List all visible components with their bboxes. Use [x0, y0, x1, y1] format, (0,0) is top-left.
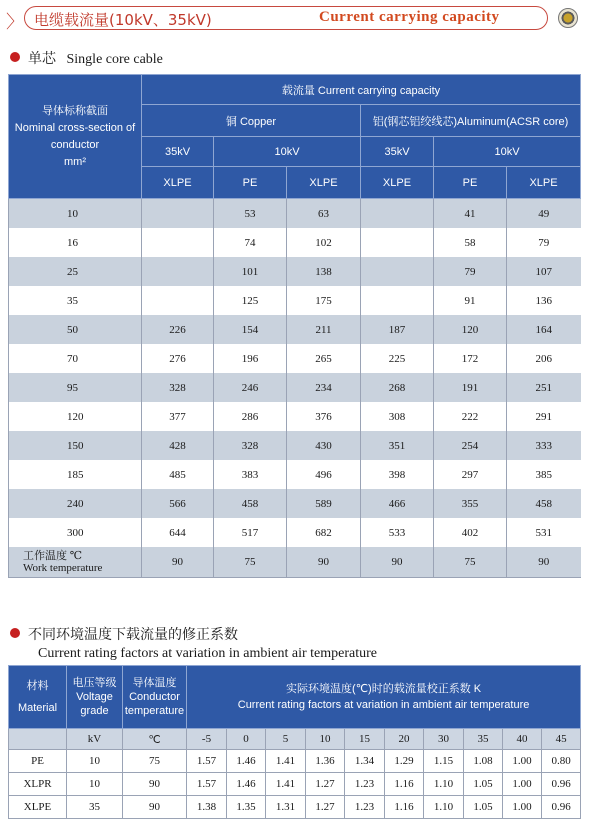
- table-cell: 333: [507, 431, 581, 460]
- rating-factor-header-cn: 实际环境温度(℃)时的载流量校正系数 K: [286, 683, 482, 695]
- table-cell: [361, 286, 434, 315]
- table-row: [9, 402, 581, 431]
- material-header: [9, 666, 67, 729]
- table-cell: 35: [67, 796, 123, 819]
- temperature-header: 45: [542, 729, 581, 750]
- table-cell: 1.29: [385, 750, 424, 773]
- table-cell: 430: [287, 431, 361, 460]
- table-cell: 268: [361, 373, 434, 402]
- temperature-header: -5: [187, 729, 227, 750]
- table-cell: 53: [214, 199, 287, 229]
- current-capacity-table: [8, 74, 581, 578]
- table-cell: 70: [9, 344, 142, 373]
- table-cell: 234: [287, 373, 361, 402]
- table-cell: 1.27: [306, 773, 345, 796]
- table-cell: 402: [434, 518, 507, 547]
- table-cell: 107: [507, 257, 581, 286]
- table-cell: 49: [507, 199, 581, 229]
- table-cell: 328: [142, 373, 214, 402]
- conductor-temp-header-en: Conductor temperature: [124, 691, 185, 717]
- table-cell: 1.35: [227, 796, 266, 819]
- temperature-header: 5: [266, 729, 306, 750]
- table-cell: 10: [67, 773, 123, 796]
- table-cell: 222: [434, 402, 507, 431]
- rating-factors-table: [8, 665, 581, 819]
- cross-section-header: [9, 75, 142, 199]
- table-cell: 172: [434, 344, 507, 373]
- table-cell: 377: [142, 402, 214, 431]
- table-cell: 120: [9, 402, 142, 431]
- table-cell: 0.80: [542, 750, 581, 773]
- table-cell: 1.31: [266, 796, 306, 819]
- section-rating-factors-title: [10, 627, 377, 663]
- section2-title-cn: 不同环境温度下载流量的修正系数: [28, 628, 238, 643]
- table-cell: 458: [214, 489, 287, 518]
- table-cell: 1.10: [424, 796, 464, 819]
- table-cell: 1.46: [227, 750, 266, 773]
- table-cell: 206: [507, 344, 581, 373]
- table-row: [9, 460, 581, 489]
- table-cell: 531: [507, 518, 581, 547]
- unit-kv: kV: [67, 729, 123, 750]
- temperature-header: 20: [385, 729, 424, 750]
- table-cell: 265: [287, 344, 361, 373]
- table-cell: 351: [361, 431, 434, 460]
- table-cell: [142, 228, 214, 257]
- table-cell: 383: [214, 460, 287, 489]
- table-cell: 225: [361, 344, 434, 373]
- copper-header: 铜 Copper: [142, 105, 361, 137]
- header-title-en: Current carrying capacity: [319, 9, 500, 25]
- unit-celsius: ℃: [123, 729, 187, 750]
- table-cell: 74: [214, 228, 287, 257]
- table-cell: 589: [287, 489, 361, 518]
- table-cell: 90: [361, 547, 434, 578]
- table-cell: 101: [214, 257, 287, 286]
- table-cell: 1.41: [266, 750, 306, 773]
- table-cell: 1.15: [424, 750, 464, 773]
- table-cell: 300: [9, 518, 142, 547]
- table-cell: 428: [142, 431, 214, 460]
- table-cell: 90: [142, 547, 214, 578]
- insulation-header: XLPE: [142, 167, 214, 199]
- table-row: [9, 796, 581, 819]
- table-row: [9, 750, 581, 773]
- table-cell: 75: [434, 547, 507, 578]
- table-cell: 1.23: [345, 773, 385, 796]
- table-cell: 0.96: [542, 773, 581, 796]
- section1-title-en: Single core cable: [66, 52, 163, 67]
- table-cell: 682: [287, 518, 361, 547]
- table-cell: [361, 199, 434, 229]
- table-cell: 41: [434, 199, 507, 229]
- aluminum-header: 铝(钢芯铝绞线芯)Aluminum(ACSR core): [361, 105, 581, 137]
- work-temperature-label-cn: 工作温度 ℃: [23, 550, 83, 562]
- bullet-icon: [10, 52, 20, 62]
- table-cell: 10: [67, 750, 123, 773]
- table-cell: 1.00: [503, 773, 542, 796]
- table-cell: 485: [142, 460, 214, 489]
- temperature-header: 0: [227, 729, 266, 750]
- table-cell: 291: [507, 402, 581, 431]
- table-cell: 458: [507, 489, 581, 518]
- chevron-right-icon: 〉: [6, 12, 24, 33]
- table-cell: 566: [142, 489, 214, 518]
- table-cell: 211: [287, 315, 361, 344]
- voltage-header: 10kV: [434, 137, 581, 167]
- table-cell: 1.57: [187, 750, 227, 773]
- table-cell: 355: [434, 489, 507, 518]
- table-cell: 466: [361, 489, 434, 518]
- table-cell: 644: [142, 518, 214, 547]
- bullet-icon: [10, 628, 20, 638]
- table-cell: 254: [434, 431, 507, 460]
- table-cell: 398: [361, 460, 434, 489]
- table-cell: [9, 729, 67, 750]
- table-cell: 1.10: [424, 773, 464, 796]
- voltage-header: 35kV: [361, 137, 434, 167]
- table-cell: 150: [9, 431, 142, 460]
- table-row: [9, 344, 581, 373]
- header-title-cn: 电缆载流量(10kV、35kV): [34, 11, 212, 29]
- table-cell: 0.96: [542, 796, 581, 819]
- conductor-temp-header-cn: 导体温度: [132, 677, 177, 689]
- table-cell: 90: [123, 796, 187, 819]
- table-cell: XLPE: [9, 796, 67, 819]
- table-cell: 138: [287, 257, 361, 286]
- table-cell: 1.27: [306, 796, 345, 819]
- section2-title-en: Current rating factors at variation in ambient air temperature: [38, 646, 377, 661]
- table-row: [9, 773, 581, 796]
- table-row: [9, 373, 581, 402]
- cross-section-header-cn: 导体标称截面: [42, 104, 108, 117]
- insulation-header: XLPE: [361, 167, 434, 199]
- table-cell: 25: [9, 257, 142, 286]
- table-cell: 240: [9, 489, 142, 518]
- table-cell: 136: [507, 286, 581, 315]
- table-row: [9, 199, 581, 229]
- table-cell: 16: [9, 228, 142, 257]
- table-cell: 1.41: [266, 773, 306, 796]
- table-cell: 1.16: [385, 773, 424, 796]
- cross-section-unit: mm²: [64, 155, 86, 168]
- table-cell: [142, 286, 214, 315]
- voltage-grade-header-cn: 电压等级: [72, 677, 117, 689]
- table-cell: PE: [9, 750, 67, 773]
- section-single-core-title: [10, 48, 163, 68]
- table-cell: 185: [9, 460, 142, 489]
- table-cell: 517: [214, 518, 287, 547]
- table-row: [9, 257, 581, 286]
- table-cell: 175: [287, 286, 361, 315]
- table-cell: 79: [434, 257, 507, 286]
- table-cell: 1.36: [306, 750, 345, 773]
- section1-title-cn: 单芯: [28, 52, 56, 67]
- table-cell: 120: [434, 315, 507, 344]
- table-cell: 1.38: [187, 796, 227, 819]
- table-cell: 75: [123, 750, 187, 773]
- table-cell: 533: [361, 518, 434, 547]
- voltage-header: 10kV: [214, 137, 361, 167]
- temperature-header: 15: [345, 729, 385, 750]
- table-cell: [361, 257, 434, 286]
- table-cell: 90: [123, 773, 187, 796]
- table-cell: XLPR: [9, 773, 67, 796]
- company-logo-icon: [558, 8, 578, 28]
- page-header: [0, 4, 590, 32]
- table-cell: 1.46: [227, 773, 266, 796]
- table-cell: 226: [142, 315, 214, 344]
- table-cell: 276: [142, 344, 214, 373]
- table-row: [9, 518, 581, 547]
- table-cell: 102: [287, 228, 361, 257]
- voltage-grade-header-en: Voltage grade: [76, 691, 113, 717]
- table-cell: 308: [361, 402, 434, 431]
- table-cell: 1.23: [345, 796, 385, 819]
- table-cell: 1.08: [464, 750, 503, 773]
- material-header-cn: 材料: [26, 680, 49, 692]
- table-cell: [142, 199, 214, 229]
- table-cell: 164: [507, 315, 581, 344]
- temperature-header: 35: [464, 729, 503, 750]
- table-cell: 75: [214, 547, 287, 578]
- table-cell: 91: [434, 286, 507, 315]
- table-cell: 58: [434, 228, 507, 257]
- table-cell: 1.16: [385, 796, 424, 819]
- rating-factor-header-en: Current rating factors at variation in ambient air temperature: [237, 699, 530, 711]
- insulation-header: PE: [214, 167, 287, 199]
- temperature-header: 10: [306, 729, 345, 750]
- work-temperature-row: [9, 547, 581, 578]
- table-cell: 376: [287, 402, 361, 431]
- table-row: [9, 228, 581, 257]
- cross-section-header-en: Nominal cross-section of conductor: [14, 121, 136, 151]
- table-cell: 79: [507, 228, 581, 257]
- table-cell: 63: [287, 199, 361, 229]
- voltage-header: 35kV: [142, 137, 214, 167]
- table-cell: 187: [361, 315, 434, 344]
- table-cell: 196: [214, 344, 287, 373]
- table-cell: 154: [214, 315, 287, 344]
- table-row: [9, 489, 581, 518]
- table-cell: 90: [507, 547, 581, 578]
- table-cell: 251: [507, 373, 581, 402]
- temperature-header: 40: [503, 729, 542, 750]
- material-header-en: Material: [17, 702, 58, 714]
- table-cell: 1.00: [503, 796, 542, 819]
- table-row: [9, 315, 581, 344]
- table-cell: 50: [9, 315, 142, 344]
- capacity-group-header: 载流量 Current carrying capacity: [142, 75, 581, 105]
- table-cell: [361, 228, 434, 257]
- table-cell: 328: [214, 431, 287, 460]
- work-temperature-label: [9, 547, 142, 578]
- table-cell: 1.00: [503, 750, 542, 773]
- table-cell: 385: [507, 460, 581, 489]
- table-row: [9, 286, 581, 315]
- table-cell: 125: [214, 286, 287, 315]
- work-temperature-label-en: Work temperature: [23, 562, 103, 574]
- insulation-header: XLPE: [507, 167, 581, 199]
- table-cell: [142, 257, 214, 286]
- conductor-temp-header: [123, 666, 187, 729]
- voltage-grade-header: [67, 666, 123, 729]
- table-cell: 1.34: [345, 750, 385, 773]
- table-cell: 286: [214, 402, 287, 431]
- table-cell: 95: [9, 373, 142, 402]
- table-cell: 1.05: [464, 773, 503, 796]
- insulation-header: PE: [434, 167, 507, 199]
- table-cell: 10: [9, 199, 142, 229]
- table-cell: 35: [9, 286, 142, 315]
- table-cell: 1.57: [187, 773, 227, 796]
- table-cell: 496: [287, 460, 361, 489]
- table-cell: 90: [287, 547, 361, 578]
- table-cell: 246: [214, 373, 287, 402]
- table-cell: 191: [434, 373, 507, 402]
- insulation-header: XLPE: [287, 167, 361, 199]
- table-row: [9, 431, 581, 460]
- temperature-header: 30: [424, 729, 464, 750]
- rating-factor-header: [187, 666, 581, 729]
- table-cell: 1.05: [464, 796, 503, 819]
- table-cell: 297: [434, 460, 507, 489]
